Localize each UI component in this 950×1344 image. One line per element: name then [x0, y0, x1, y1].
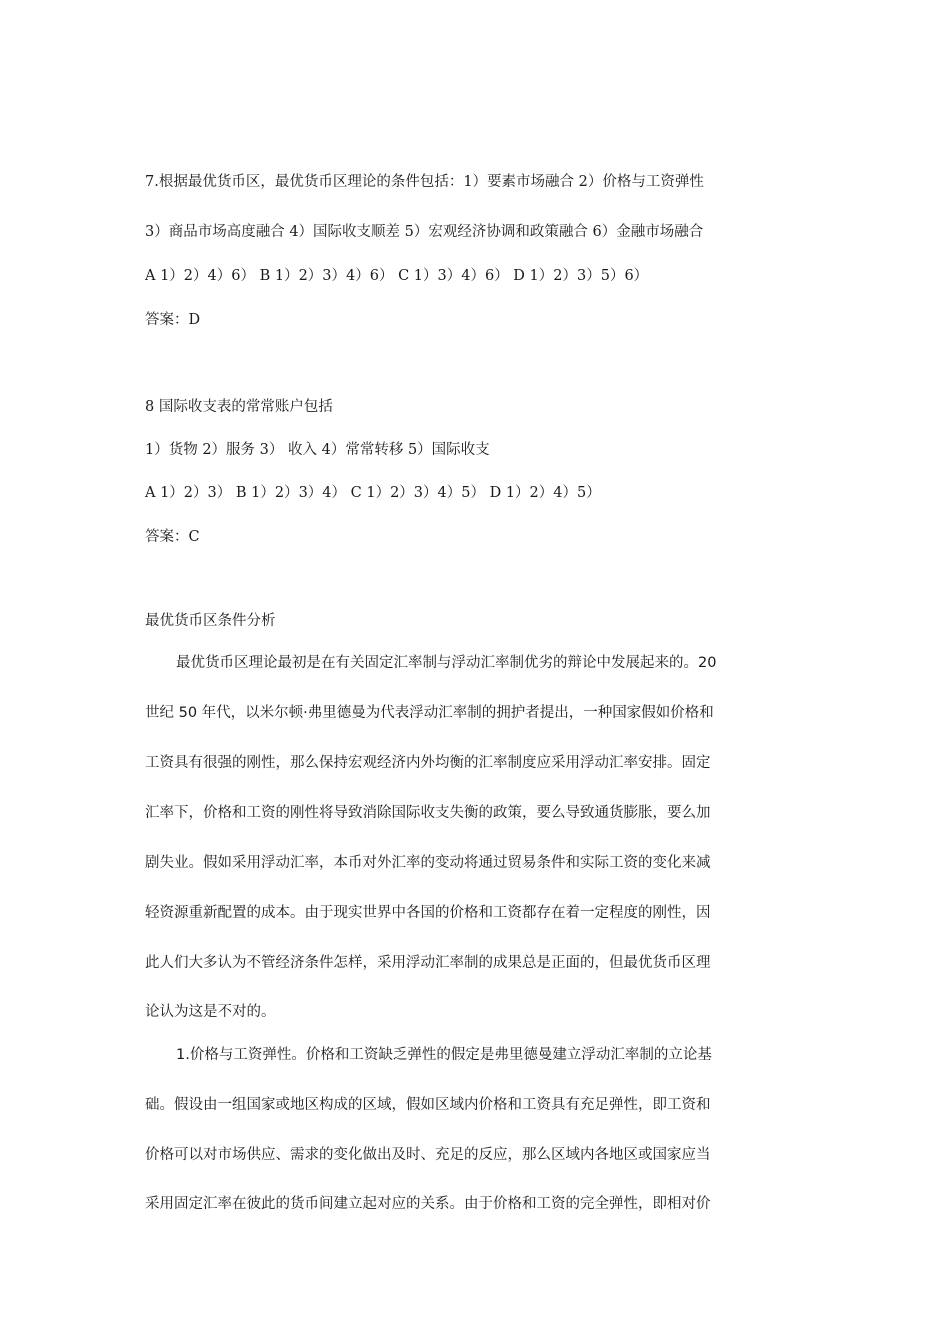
paragraph-line: 论认为这是不对的。 — [145, 1004, 276, 1020]
section-title: 最优货币区条件分析 — [145, 613, 276, 629]
paragraph-line: 此人们大多认为不管经济条件怎样，采用浮动汇率制的成果总是正面的，但最优货币区理 — [145, 955, 711, 971]
paragraph-line: 工资具有很强的刚性，那么保持宏观经济内外均衡的汇率制度应采用浮动汇率安排。固定 — [145, 755, 711, 771]
question-8-answer: 答案：C — [145, 529, 200, 545]
paragraph-line: 价格可以对市场供应、需求的变化做出及时、充足的反应，那么区域内各地区或国家应当 — [145, 1147, 711, 1163]
question-8-options: A 1）2）3） B 1）2）3）4） C 1）2）3）4）5） D 1）2）4）5） — [145, 485, 601, 501]
paragraph-line: 世纪 50 年代，以米尔顿·弗里德曼为代表浮动汇率制的拥护者提出，一种国家假如价格和 — [145, 705, 714, 721]
question-7-answer: 答案：D — [145, 312, 201, 328]
paragraph-line: 剧失业。假如采用浮动汇率，本币对外汇率的变动将通过贸易条件和实际工资的变化来减 — [145, 855, 711, 871]
question-7-stem: 7.根据最优货币区，最优货币区理论的条件包括：1）要素市场融合 2）价格与工资弹性 — [145, 174, 704, 190]
question-8-items: 1）货物 2）服务 3） 收入 4）常常转移 5）国际收支 — [145, 442, 490, 458]
paragraph-line: 础。假设由一组国家或地区构成的区域，假如区域内价格和工资具有充足弹性，即工资和 — [145, 1097, 711, 1113]
question-8-stem: 8 国际收支表的常常账户包括 — [145, 399, 333, 415]
paragraph-line: 轻资源重新配置的成本。由于现实世界中各国的价格和工资都存在着一定程度的刚性，因 — [145, 905, 711, 921]
paragraph-line: 采用固定汇率在彼此的货币间建立起对应的关系。由于价格和工资的完全弹性，即相对价 — [145, 1196, 711, 1212]
question-7-stem-continued: 3）商品市场高度融合 4）国际收支顺差 5）宏观经济协调和政策融合 6）金融市场融合 — [145, 224, 704, 240]
paragraph-line: 最优货币区理论最初是在有关固定汇率制与浮动汇率制优劣的辩论中发展起来的。20 — [176, 655, 717, 671]
paragraph-line: 汇率下，价格和工资的刚性将导致消除国际收支失衡的政策，要么导致通货膨胀，要么加 — [145, 805, 711, 821]
paragraph-line: 1.价格与工资弹性。价格和工资缺乏弹性的假定是弗里德曼建立浮动汇率制的立论基 — [176, 1047, 712, 1063]
question-7-options: A 1）2）4）6） B 1）2）3）4）6） C 1）3）4）6） D 1）2）3）5）6） — [145, 268, 649, 284]
